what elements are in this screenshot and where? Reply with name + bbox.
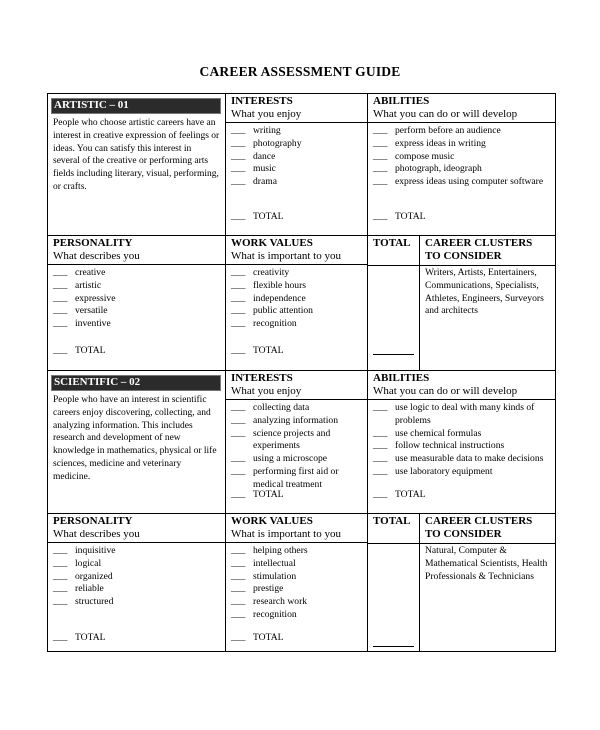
list-item[interactable]: ___ express ideas using computer software — [373, 176, 544, 188]
list-item[interactable]: ___ use logic to deal with many kinds of problems — [373, 402, 535, 426]
checkbox-blank[interactable]: ___ — [53, 583, 68, 595]
list-item[interactable]: ___ compose music — [373, 150, 455, 162]
checkbox-blank[interactable]: ___ — [53, 305, 68, 317]
interests-total[interactable]: ___ TOTAL — [231, 489, 284, 500]
list-item[interactable]: ___ versatile — [53, 305, 108, 317]
checkbox-blank[interactable]: ___ — [373, 465, 388, 477]
personality-total[interactable]: ___ TOTAL — [53, 632, 106, 643]
personality-header: PERSONALITY What describes you — [48, 236, 225, 265]
list-item[interactable]: ___ writing — [231, 125, 281, 136]
total-cell — [368, 236, 420, 371]
personality-total[interactable]: ___ TOTAL — [53, 345, 106, 356]
checkbox-blank[interactable]: ___ — [373, 402, 388, 413]
list-item[interactable]: ___ recognition — [231, 608, 297, 620]
checkbox-blank[interactable]: ___ — [231, 465, 246, 477]
checkbox-blank[interactable]: ___ — [231, 414, 246, 426]
personality-cell — [48, 236, 226, 371]
list-item[interactable]: ___ music — [231, 163, 276, 175]
section-description: People who choose artistic careers have an interest in creative expression of feelings or ideas. You can satisfy this interest in several of the creative or performing arts fields including literary, visual, performing, or crafts. — [53, 118, 220, 192]
total-cell — [368, 514, 420, 652]
total-entry-line[interactable] — [373, 646, 414, 647]
work-values-list — [226, 543, 367, 622]
list-item[interactable]: ___ use chemical formulas — [373, 427, 482, 439]
assessment-table — [47, 93, 556, 652]
interests-header: INTERESTS What you enjoy — [226, 371, 367, 400]
list-item[interactable]: ___ flexible hours — [231, 279, 307, 291]
interests-cell — [226, 371, 368, 514]
interests-header: INTERESTS What you enjoy — [226, 94, 367, 123]
work-values-header: WORK VALUES What is important to you — [226, 236, 367, 265]
list-item[interactable]: ___ public attention — [231, 305, 313, 317]
clusters-cell — [420, 514, 556, 652]
clusters-text: Writers, Artists, Entertainers, Communications, Specialists, Athletes, Engineers, Surveyors and architects — [425, 267, 544, 317]
personality-cell — [48, 514, 226, 652]
section-intro — [48, 371, 226, 514]
abilities-header: ABILITIES What you can do or will develop — [368, 94, 555, 123]
checkbox-blank[interactable]: ___ — [373, 440, 388, 452]
list-item[interactable]: ___ expressive — [53, 292, 116, 304]
checkbox-blank[interactable]: ___ — [231, 292, 246, 304]
abilities-list — [368, 123, 555, 189]
abilities-header: ABILITIES What you can do or will develop — [368, 371, 555, 400]
checkbox-blank[interactable]: ___ — [231, 427, 246, 439]
checkbox-blank[interactable]: ___ — [53, 570, 68, 582]
list-item[interactable]: ___ creative — [53, 267, 106, 278]
list-item[interactable]: ___ creativity — [231, 267, 290, 278]
checkbox-blank[interactable]: ___ — [231, 545, 246, 556]
list-item[interactable]: ___ analyzing information — [231, 414, 338, 426]
list-item[interactable]: ___ structured — [53, 596, 114, 608]
checkbox-blank[interactable]: ___ — [53, 292, 68, 304]
checkbox-blank[interactable]: ___ — [231, 163, 246, 175]
section-name: ARTISTIC – 01 — [51, 98, 221, 114]
list-item[interactable]: ___ helping others — [231, 545, 308, 556]
checkbox-blank[interactable]: ___ — [231, 305, 246, 317]
checkbox-blank[interactable]: ___ — [231, 583, 246, 595]
list-item[interactable]: ___ drama — [231, 176, 277, 188]
checkbox-blank[interactable]: ___ — [53, 545, 68, 556]
checkbox-blank[interactable]: ___ — [231, 318, 246, 330]
total-entry-line[interactable] — [373, 354, 414, 355]
abilities-list — [368, 400, 555, 479]
checkbox-blank[interactable]: ___ — [231, 267, 246, 278]
list-item[interactable]: ___ artistic — [53, 279, 102, 291]
checkbox-blank[interactable]: ___ — [231, 176, 246, 188]
work-values-total[interactable]: ___ TOTAL — [231, 632, 284, 643]
list-item[interactable]: ___ recognition — [231, 318, 297, 330]
list-item[interactable]: ___ independence — [231, 292, 306, 304]
checkbox-blank[interactable]: ___ — [53, 279, 68, 291]
list-item[interactable]: ___ follow technical instructions — [373, 440, 505, 452]
list-item[interactable]: ___ express ideas in writing — [373, 137, 486, 149]
list-item[interactable]: ___ science projects and experiments — [231, 427, 331, 452]
checkbox-blank[interactable]: ___ — [373, 453, 388, 465]
section-intro — [48, 94, 226, 236]
list-item[interactable]: ___ perform before an audience — [373, 125, 501, 136]
checkbox-blank[interactable]: ___ — [231, 570, 246, 582]
checkbox-blank[interactable]: ___ — [53, 557, 68, 569]
clusters-cell — [420, 236, 556, 371]
list-item[interactable]: ___ use laboratory equipment — [373, 465, 493, 477]
clusters-header: CAREER CLUSTERS TO CONSIDER — [420, 236, 555, 266]
checkbox-blank[interactable]: ___ — [231, 596, 246, 608]
checkbox-blank[interactable]: ___ — [53, 318, 68, 330]
work-values-cell — [226, 514, 368, 652]
work-values-total[interactable]: ___ TOTAL — [231, 345, 284, 356]
checkbox-blank[interactable]: ___ — [53, 596, 68, 608]
list-item[interactable]: ___ logical — [53, 557, 102, 569]
personality-header: PERSONALITY What describes you — [48, 514, 225, 543]
checkbox-blank[interactable]: ___ — [231, 279, 246, 291]
work-values-cell — [226, 236, 368, 371]
checkbox-blank[interactable]: ___ — [53, 267, 68, 278]
list-item[interactable]: ___ performing first aid or medical treatment — [231, 465, 339, 490]
checkbox-blank[interactable]: ___ — [231, 137, 246, 149]
checkbox-blank[interactable]: ___ — [373, 125, 388, 136]
interests-cell — [226, 94, 368, 236]
list-item[interactable]: ___ reliable — [53, 583, 104, 595]
list-item[interactable]: ___ organized — [53, 570, 113, 582]
checkbox-blank[interactable]: ___ — [373, 137, 388, 149]
page-title: CAREER ASSESSMENT GUIDE — [199, 64, 401, 79]
interests-list — [226, 400, 367, 492]
abilities-total[interactable]: ___ TOTAL — [373, 211, 426, 222]
interests-list — [226, 123, 367, 189]
checkbox-blank[interactable]: ___ — [231, 608, 246, 620]
checkbox-blank[interactable]: ___ — [231, 453, 246, 465]
checkbox-blank[interactable]: ___ — [231, 150, 246, 162]
list-item[interactable]: ___ inquisitive — [53, 545, 116, 556]
list-item[interactable]: ___ dance — [231, 150, 276, 162]
interests-total[interactable]: ___ TOTAL — [231, 211, 284, 222]
checkbox-blank[interactable]: ___ — [373, 150, 388, 162]
section-description: People who have an interest in scientific careers enjoy discovering, collecting, and analyzing information. This includes research and development of new knowledge in mathematics, physical or life sciences, medicine and veterinary medicine. — [53, 395, 217, 482]
personality-list — [48, 265, 225, 331]
checkbox-blank[interactable]: ___ — [231, 125, 246, 136]
list-item[interactable]: ___ research work — [231, 596, 308, 608]
section-name: SCIENTIFIC – 02 — [51, 375, 221, 391]
checkbox-blank[interactable]: ___ — [231, 557, 246, 569]
list-item[interactable]: ___ using a microscope — [231, 453, 328, 465]
abilities-cell — [368, 371, 556, 514]
list-item[interactable]: ___ inventive — [53, 318, 111, 330]
list-item[interactable]: ___ photography — [231, 137, 302, 149]
personality-list — [48, 543, 225, 609]
list-item[interactable]: ___ collecting data — [231, 402, 310, 413]
checkbox-blank[interactable]: ___ — [373, 163, 388, 175]
clusters-text: Natural, Computer & Mathematical Scientists, Health Professionals & Technicians — [425, 545, 548, 582]
total-header: TOTAL — [373, 515, 411, 527]
abilities-total[interactable]: ___ TOTAL — [373, 489, 426, 500]
total-header: TOTAL — [373, 237, 411, 249]
list-item[interactable]: ___ use measurable data to make decisions — [373, 453, 544, 465]
list-item[interactable]: ___ photograph, ideograph — [373, 163, 482, 175]
checkbox-blank[interactable]: ___ — [231, 402, 246, 413]
work-values-list — [226, 265, 367, 331]
checkbox-blank[interactable]: ___ — [373, 176, 388, 188]
abilities-cell — [368, 94, 556, 236]
work-values-header: WORK VALUES What is important to you — [226, 514, 367, 543]
list-item[interactable]: ___ stimulation — [231, 570, 297, 582]
list-item[interactable]: ___ intellectual — [231, 557, 296, 569]
clusters-header: CAREER CLUSTERS TO CONSIDER — [420, 514, 555, 544]
list-item[interactable]: ___ prestige — [231, 583, 284, 595]
checkbox-blank[interactable]: ___ — [373, 427, 388, 439]
